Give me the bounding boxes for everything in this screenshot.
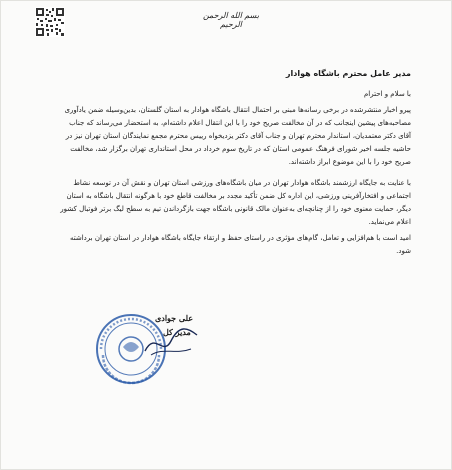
paragraph-2: با عنایت به جایگاه ارزشمند باشگاه هوادار تهران در میان باشگاه‌های ورزشی استان تهران و نقش آن در توسعه نشاط اجتماعی و افتخارآفرینی ورزشی، این اداره کل ضمن تأکید مجدد بر مخالفت قاطع خود با هرگونه انتقال باشگاه به استان دیگر، حمایت معنوی خود را از چنانچه‌ای به‌عنوان مالک قانونی باشگاه جهت بازگرداندن تیم به سطح لیگ برتر فوتبال کشور اعلام می‌نماید. [60, 179, 411, 226]
signature-block [93, 311, 203, 387]
qr-code-icon [35, 7, 65, 37]
paragraph-3: امید است با هم‌افزایی و تعامل، گام‌های مؤثری در راستای حفظ و ارتقاء جایگاه باشگاه هوادار در استان تهران برداشته شود. [69, 234, 411, 255]
signatory-title: مدیر کل [163, 327, 191, 337]
bismillah-header: بسم الله الرحمن الرحیم [202, 11, 260, 29]
greeting-line: با سلام و احترام [363, 90, 411, 98]
letter-body [59, 67, 411, 261]
recipient-line: مدیر عامل محترم باشگاه هوادار [285, 69, 411, 78]
paragraph-1: پیرو اخبار منتشرشده در برخی رسانه‌ها مبنی بر احتمال انتقال باشگاه هوادار به استان گلستان، بدین‌وسیله ضمن یادآوری مصاحبه‌های پیشین اینجانب که در آن مخالفت صریح خود را با این انتقال اعلام داشته‌ام، به استحضار می‌رساند که جناب آقای دکتر معتمدیان، استاندار محترم تهران و جناب آقای دکتر یزدیخواه رییس محترم مجمع نمایندگان استان تهران نیز در حاشیه جلسه اخیر شورای فرهنگ عمومی استان که در تاریخ سوم خرداد در محل استانداری تهران برگزار شد، مخالفت صریح خود را با این موضوع ابراز داشته‌اند. [64, 106, 411, 166]
signatory-name: علی جوادی [155, 313, 193, 323]
